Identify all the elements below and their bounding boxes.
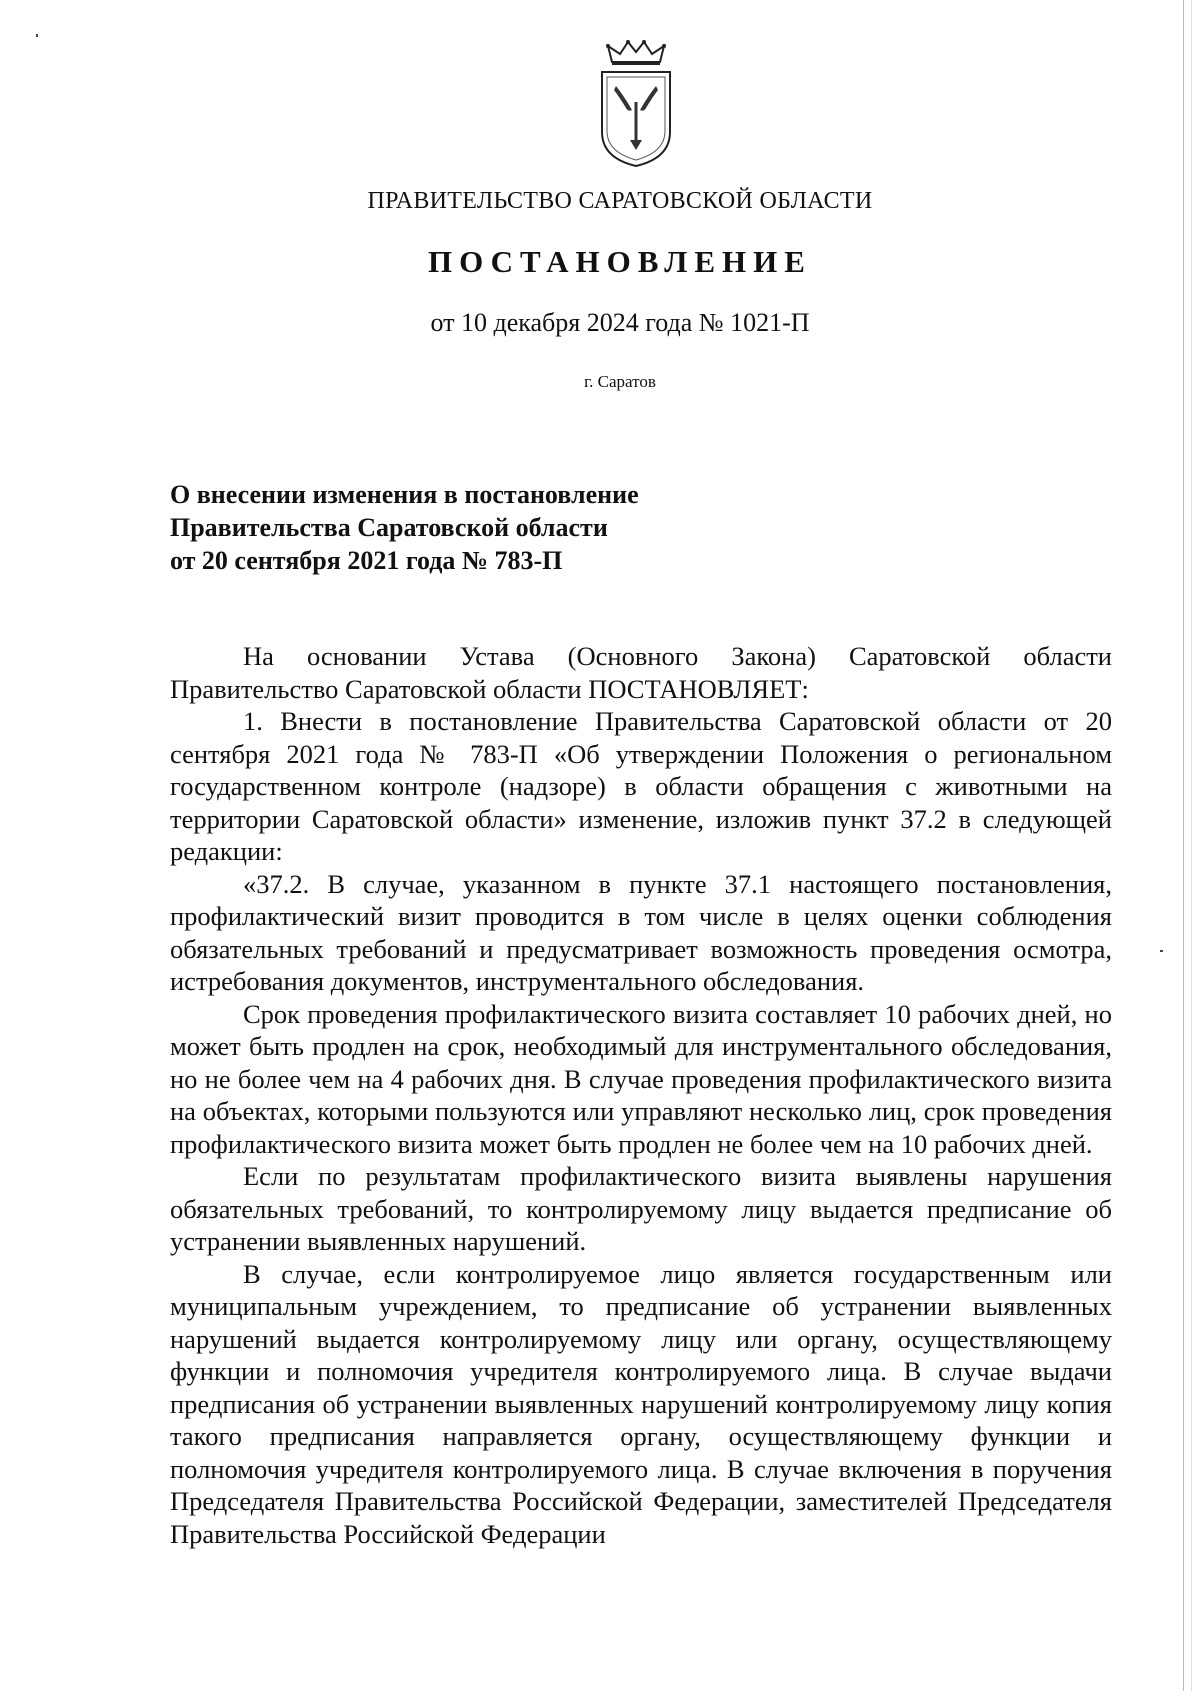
coat-of-arms-icon: [598, 40, 674, 168]
scan-speck: [1160, 950, 1163, 952]
document-body: [170, 640, 1112, 1550]
body-paragraph: В случае, если контролируемое лицо является государственным или муниципальным учреждением, то предписание об устранении выявленных нарушений выдается контролируемому лицу или органу, осуществляющему функции и полномочия учредителя контролируемого лица. В случае выдачи предписания об устранении выявленных нарушений контролируемому лицу копия такого предписания направляется органу, осуществляющему функции и полномочия учредителя контролируемого лица. В случае включения в поручения Председателя Правительства Российской Федерации, заместителей Председателя Правительства Российской Федерации: [170, 1258, 1112, 1549]
scan-edge-line: [1183, 0, 1184, 1691]
title-line: от 20 сентября 2021 года № 783-П: [170, 546, 563, 575]
document-title: [170, 478, 770, 577]
government-name: ПРАВИТЕЛЬСТВО САРАТОВСКОЙ ОБЛАСТИ: [367, 188, 873, 214]
document-city: г. Саратов: [584, 372, 656, 391]
body-paragraph: Срок проведения профилактического визита составляет 10 рабочих дней, но может быть продлен на срок, необходимый для инструментального обследования, но не более чем на 4 рабочих дня. В случае проведения профилактического визита на объектах, которыми пользуются или управляют несколько лиц, срок проведения профилактического визита может быть продлен не более чем на 10 рабочих дней.: [170, 998, 1112, 1159]
title-line: Правительства Саратовской области: [170, 513, 608, 542]
body-paragraph: На основании Устава (Основного Закона) Саратовской области Правительство Саратовской области ПОСТАНОВЛЯЕТ:: [170, 641, 1112, 704]
document-type: ПОСТАНОВЛЕНИЕ: [428, 244, 812, 279]
body-paragraph: «37.2. В случае, указанном в пункте 37.1 настоящего постановления, профилактический визит проводится в том числе в целях оценки соблюдения обязательных требований и предусматривает возможность проведения осмотра, истребования документов, инструментального обследования.: [170, 868, 1112, 996]
scan-speck: [36, 34, 38, 37]
body-paragraph: Если по результатам профилактического визита выявлены нарушения обязательных требований, то контролируемому лицу выдается предписание об устранении выявленных нарушений.: [170, 1161, 1112, 1256]
body-paragraph: 1. Внести в постановление Правительства Саратовской области от 20 сентября 2021 года № 783-П «Об утверждении Положения о региональном государственном контроле (надзоре) в области обращения с животными на территории Саратовской области» изменение, изложив пункт 37.2 в следующей редакции:: [170, 706, 1112, 866]
title-line: О внесении изменения в постановление: [170, 480, 639, 509]
scan-edge-line: [1191, 0, 1192, 1691]
document-date-number: от 10 декабря 2024 года № 1021-П: [430, 308, 810, 337]
